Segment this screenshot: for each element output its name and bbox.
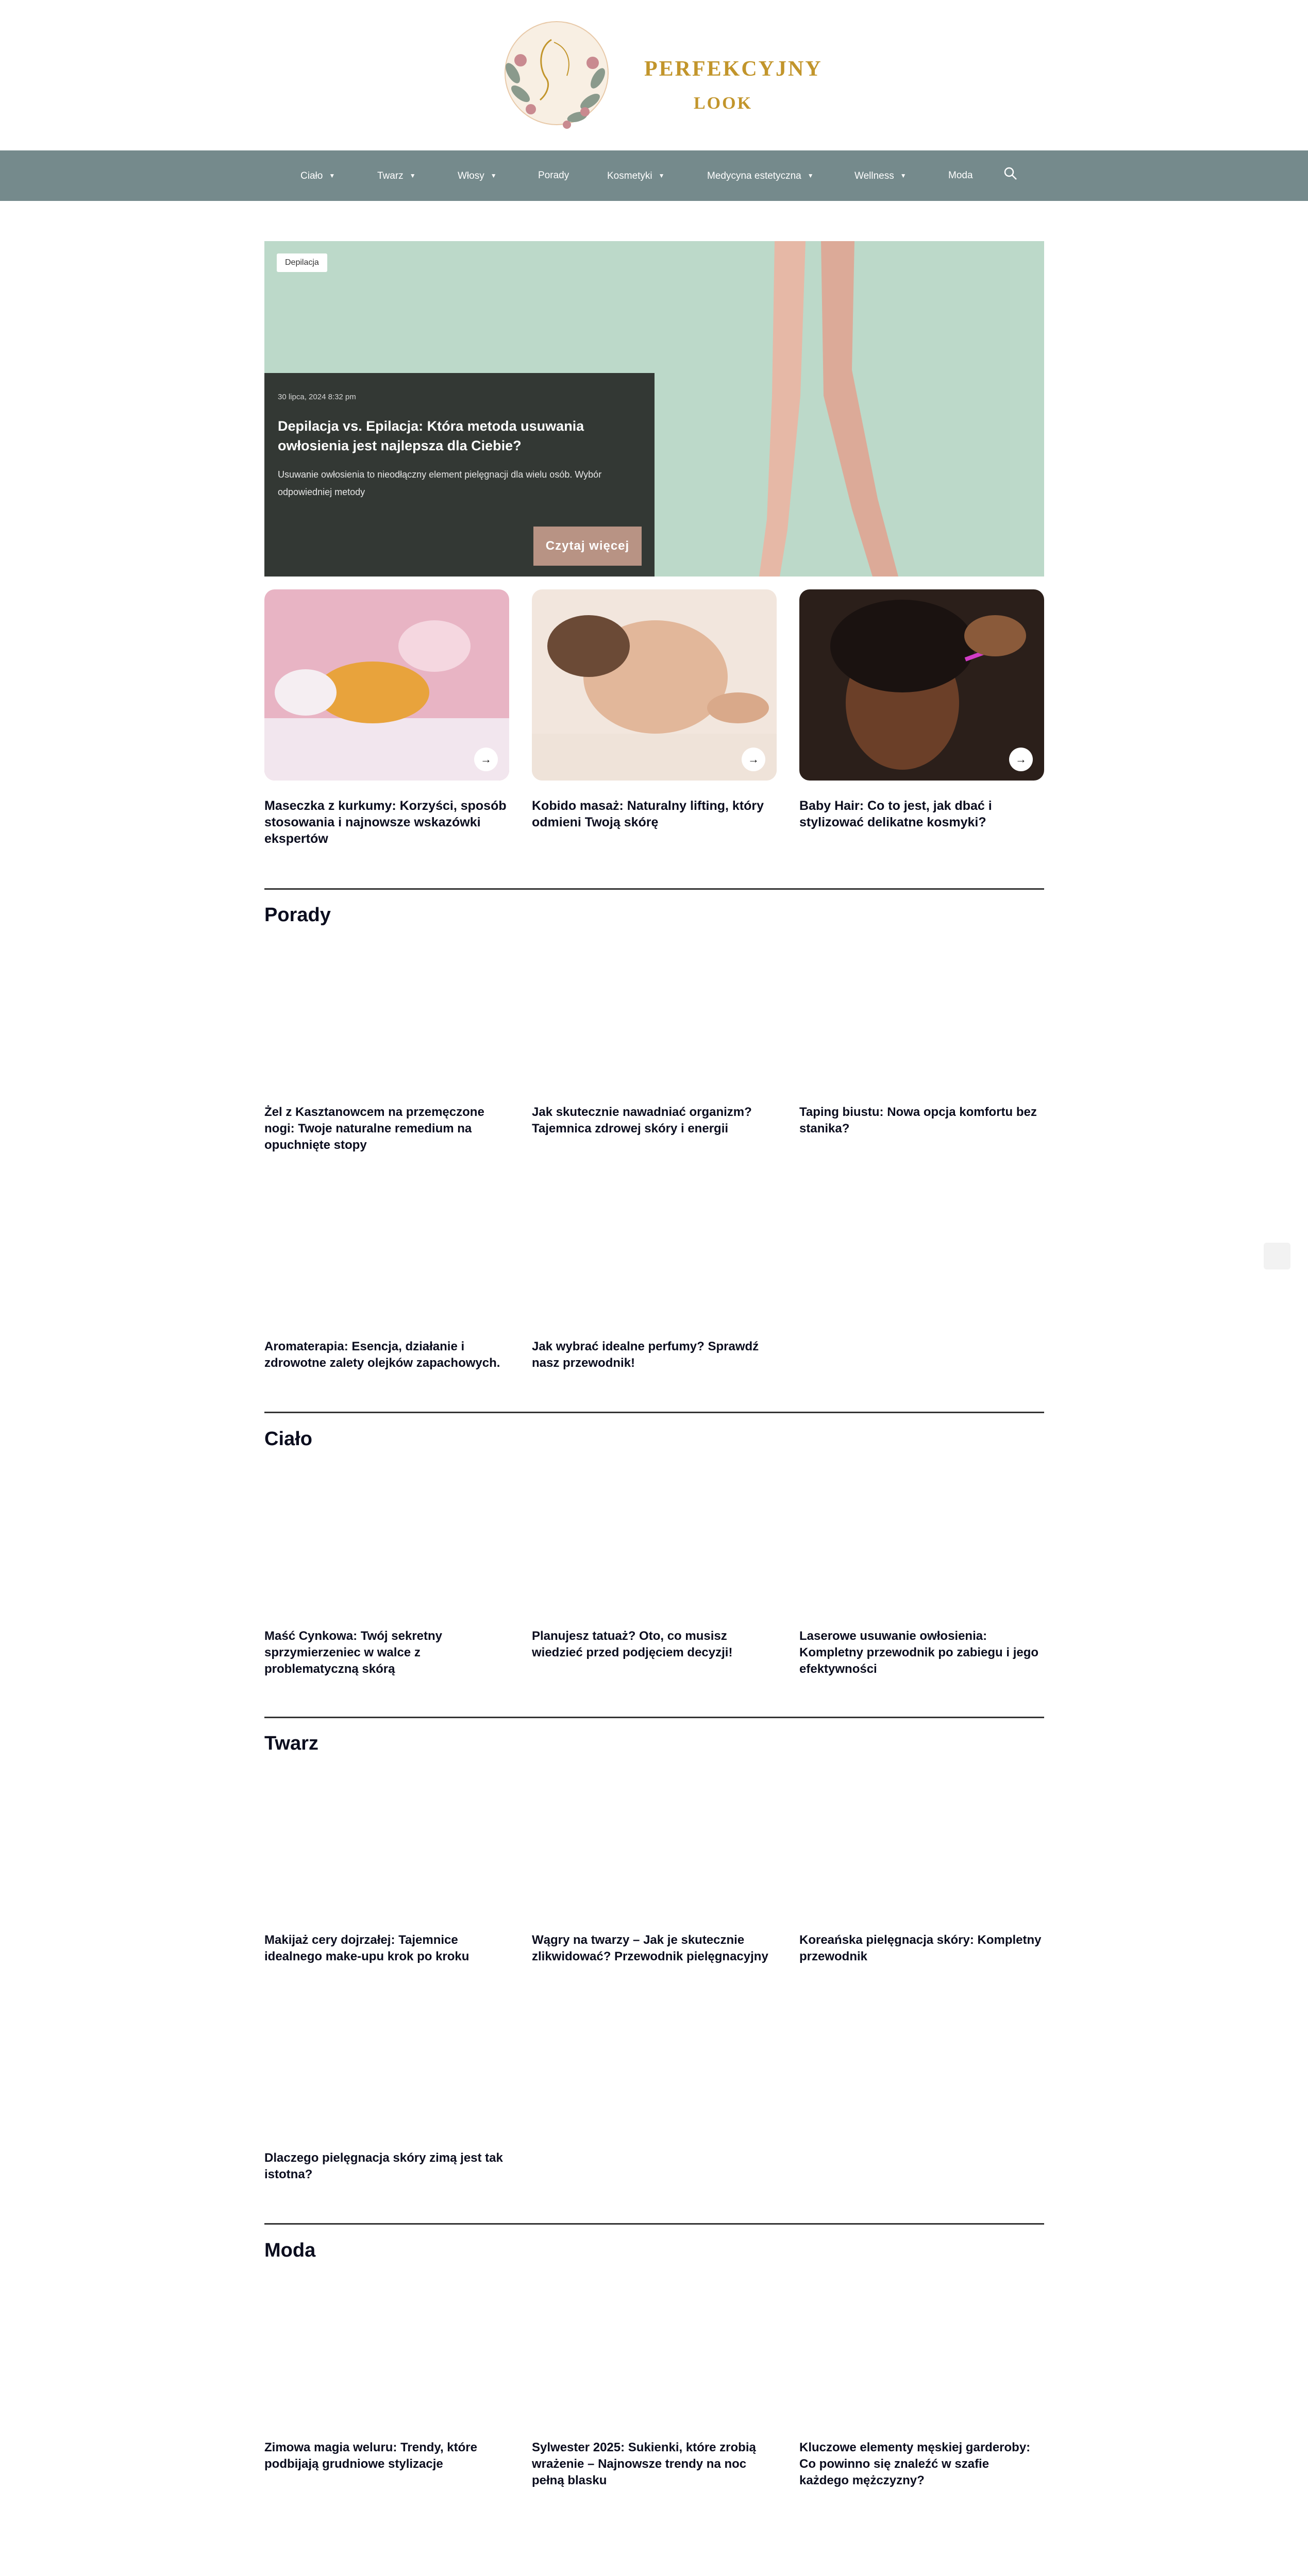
section-divider [264, 888, 1044, 890]
nav-item-label: Ciało [300, 171, 323, 181]
main-navigation [0, 150, 1308, 201]
section-divider [264, 1717, 1044, 1718]
post-title[interactable]: Żel z Kasztanowcem na przemęczone nogi: Twoje naturalne remedium na opuchnięte stopy [264, 1105, 484, 1152]
nav-item-medycyna-estetyczna[interactable] [707, 167, 814, 184]
card-title[interactable]: Baby Hair: Co to jest, jak dbać i stylizować delikatne kosmyki? [799, 799, 992, 829]
side-widget-button[interactable] [1264, 1243, 1290, 1269]
search-icon[interactable] [1003, 166, 1018, 181]
nav-item-moda[interactable] [948, 167, 973, 184]
chevron-down-icon: ▼ [658, 172, 665, 179]
arrow-right-icon[interactable]: → [1009, 748, 1033, 771]
post-date: 30 lipca, 2024 8:32 pm [278, 393, 356, 401]
post-title[interactable]: Dlaczego pielęgnacja skóry zimą jest tak istotna? [264, 2151, 503, 2181]
section-title-twarz: Twarz [264, 1733, 318, 1754]
chevron-down-icon: ▼ [329, 172, 336, 179]
card-image[interactable] [799, 589, 1044, 781]
logo-emblem-icon [490, 11, 624, 140]
arrow-right-icon[interactable]: → [474, 748, 498, 771]
logo-text-line2: LOOK [694, 94, 753, 113]
post-title[interactable]: Taping biustu: Nowa opcja komfortu bez stanika? [799, 1105, 1037, 1136]
card-title[interactable]: Kobido masaż: Naturalny lifting, który odmieni Twoją skórę [532, 799, 764, 829]
arrow-right-icon[interactable]: → [742, 748, 765, 771]
nav-item-label: Moda [948, 170, 973, 181]
nav-item-twarz[interactable] [377, 167, 416, 184]
nav-item-wellness[interactable] [854, 167, 907, 184]
post-title[interactable]: Jak wybrać idealne perfumy? Sprawdź nasz przewodnik! [532, 1340, 759, 1370]
baby-hair-image [799, 589, 1044, 781]
section-title-cialo: Ciało [264, 1428, 312, 1450]
nav-item-cialo[interactable] [300, 167, 335, 184]
card-image[interactable] [264, 589, 509, 781]
card-image[interactable] [532, 589, 777, 781]
logo-text-line1: PERFEKCYJNY [644, 57, 823, 81]
hero-excerpt: Usuwanie owłosienia to nieodłączny element pielęgnacji dla wielu osób. Wybór odpowiedniej metody [278, 469, 602, 497]
post-title[interactable]: Sylwester 2025: Sukienki, które zrobią wrażenie – Najnowsze trendy na noc pełną blasku [532, 2441, 756, 2487]
hero-content-box [264, 373, 655, 577]
site-header [0, 0, 1308, 150]
nav-item-label: Kosmetyki [607, 171, 652, 181]
card-title[interactable]: Maseczka z kurkumy: Korzyści, sposób stosowania i najnowsze wskazówki ekspertów [264, 799, 507, 846]
read-more-button[interactable]: Czytaj więcej [533, 527, 642, 566]
section-divider [264, 1412, 1044, 1413]
post-title[interactable]: Jak skutecznie nawadniać organizm? Tajemnica zdrowej skóry i energii [532, 1105, 752, 1136]
post-title[interactable]: Aromaterapia: Esencja, działanie i zdrowotne zalety olejków zapachowych. [264, 1340, 500, 1370]
nav-item-wlosy[interactable] [458, 167, 497, 184]
turmeric-mask-image [264, 589, 509, 781]
nav-item-kosmetyki[interactable] [607, 167, 665, 184]
nav-item-label: Twarz [377, 171, 404, 181]
chevron-down-icon: ▼ [807, 172, 814, 179]
hero-title[interactable]: Depilacja vs. Epilacja: Która metoda usuwania owłosienia jest najlepsza dla Ciebie? [278, 418, 584, 453]
post-title[interactable]: Wągry na twarzy – Jak je skutecznie zlikwidować? Przewodnik pielęgnacyjny [532, 1933, 768, 1963]
nav-item-label: Medycyna estetyczna [707, 171, 801, 181]
section-title-porady: Porady [264, 904, 331, 926]
post-title[interactable]: Laserowe usuwanie owłosienia: Kompletny przewodnik po zabiegu i jego efektywności [799, 1629, 1039, 1676]
section-title-moda: Moda [264, 2240, 316, 2261]
post-title[interactable]: Kluczowe elementy męskiej garderoby: Co powinno się znaleźć w szafie każdego mężczyzny? [799, 2441, 1031, 2487]
post-title[interactable]: Maść Cynkowa: Twój sekretny sprzymierzeniec w walce z problematyczną skórą [264, 1629, 442, 1676]
post-title[interactable]: Makijaż cery dojrzałej: Tajemnice idealnego make-upu krok po kroku [264, 1933, 469, 1963]
chevron-down-icon: ▼ [900, 172, 907, 179]
category-tag[interactable]: Depilacja [277, 253, 327, 272]
post-title[interactable]: Koreańska pielęgnacja skóry: Kompletny przewodnik [799, 1933, 1042, 1963]
kobido-massage-image [532, 589, 777, 781]
chevron-down-icon: ▼ [409, 172, 416, 179]
nav-item-label: Włosy [458, 171, 484, 181]
chevron-down-icon: ▼ [490, 172, 497, 179]
nav-item-label: Porady [538, 170, 569, 181]
post-title[interactable]: Planujesz tatuaż? Oto, co musisz wiedzieć przed podjęciem decyzji! [532, 1629, 733, 1659]
hero-featured-post[interactable] [264, 241, 1044, 577]
nav-item-porady[interactable] [538, 167, 569, 184]
site-logo[interactable] [490, 11, 823, 140]
section-divider [264, 2223, 1044, 2225]
nav-item-label: Wellness [854, 171, 894, 181]
post-title[interactable]: Zimowa magia weluru: Trendy, które podbijają grudniowe stylizacje [264, 2441, 477, 2471]
